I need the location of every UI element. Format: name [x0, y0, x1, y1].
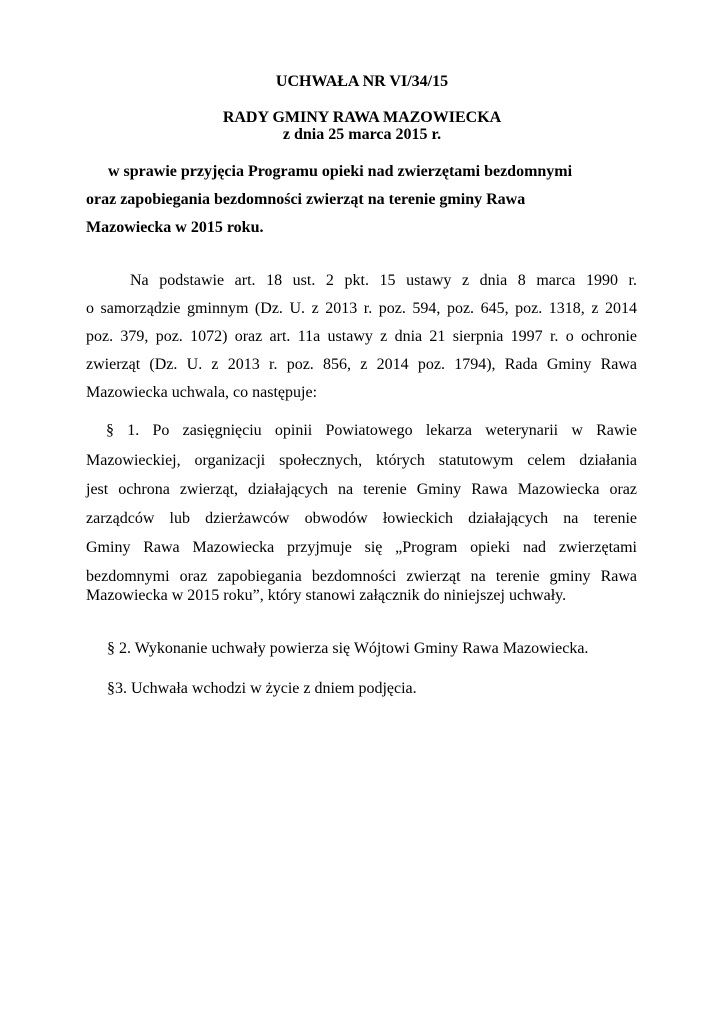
subject-line: w sprawie przyjęcia Programu opieki nad zwierzętami bezdomnymi: [108, 163, 573, 180]
resolution-date: z dnia 25 marca 2015 r.: [282, 126, 442, 143]
preamble-line: zwierząt (Dz. U. z 2013 r. poz. 856, z 2014 poz. 1794), Rada Gminy Rawa: [86, 356, 637, 373]
preamble-line: o samorządzie gminnym (Dz. U. z 2013 r. poz. 594, poz. 645, poz. 1318, z 2014: [86, 300, 637, 317]
section-1-line: Gminy Rawa Mazowiecka przyjmuje się „Program opieki nad zwierzętami: [86, 539, 637, 556]
subject-line: Mazowiecka w 2015 roku.: [86, 219, 264, 236]
preamble-line: poz. 379, poz. 1072) oraz art. 11a ustawy z dnia 21 sierpnia 1997 r. o ochronie: [86, 328, 637, 345]
preamble-line: Mazowiecka uchwala, co następuje:: [86, 384, 318, 401]
section-2: § 2. Wykonanie uchwały powierza się Wójtowi Gminy Rawa Mazowiecka.: [107, 640, 589, 657]
section-3: §3. Uchwała wchodzi w życie z dniem podjęcia.: [107, 680, 417, 697]
section-1-line: jest ochrona zwierząt, działających na terenie Gminy Rawa Mazowiecka oraz: [86, 481, 637, 498]
subject-line: oraz zapobiegania bezdomności zwierząt na terenie gminy Rawa: [86, 191, 526, 208]
council-name: RADY GMINY RAWA MAZOWIECKA: [222, 109, 502, 126]
section-1-line: Mazowiecka w 2015 roku”, który stanowi załącznik do niniejszej uchwały.: [86, 587, 567, 604]
section-1-line: § 1. Po zasięgnięciu opinii Powiatowego lekarza weterynarii w Rawie: [106, 422, 637, 439]
resolution-title: UCHWAŁA NR VI/34/15: [275, 73, 449, 90]
section-1-line: zarządców lub dzierżawców obwodów łowieckich działających na terenie: [86, 510, 637, 527]
section-1-line: bezdomnymi oraz zapobiegania bezdomności zwierząt na terenie gminy Rawa: [86, 568, 637, 585]
preamble-line: Na podstawie art. 18 ust. 2 pkt. 15 ustawy z dnia 8 marca 1990 r.: [130, 272, 637, 289]
section-1-line: Mazowieckiej, organizacji społecznych, których statutowym celem działania: [86, 452, 637, 469]
